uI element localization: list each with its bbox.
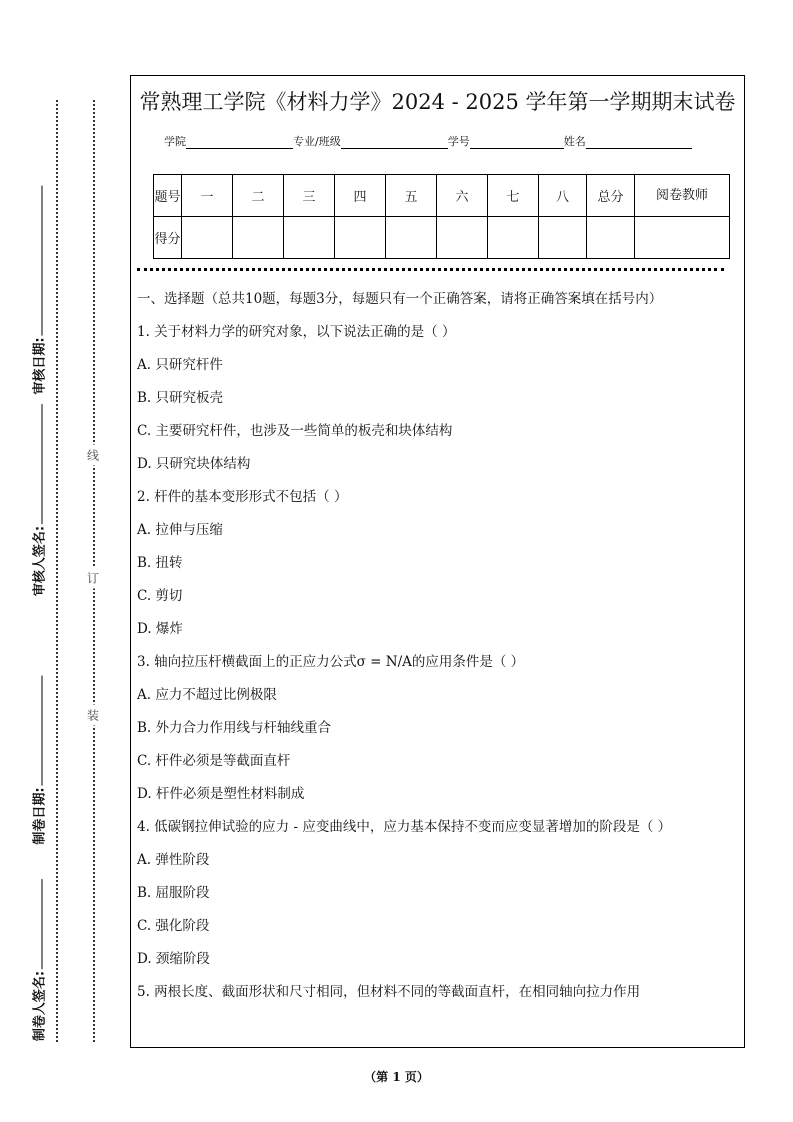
score-table (153, 174, 730, 259)
answer-option: B. 外力合力作用线与杆轴线重合 (137, 720, 332, 736)
answer-option: C. 剪切 (137, 588, 183, 604)
score-cell[interactable] (587, 217, 635, 259)
answer-option: B. 屈服阶段 (137, 885, 210, 901)
score-cell[interactable] (488, 217, 539, 259)
maker-sign-label: 制卷人签名: (32, 970, 48, 1042)
score-column-header: 七 (488, 175, 539, 217)
answer-option: B. 只研究板壳 (137, 390, 224, 406)
make-date-line (34, 675, 43, 785)
review-date-field (29, 185, 48, 394)
question-list (137, 289, 742, 1015)
major-class-label: 专业/班级 (293, 135, 341, 148)
score-table-score-row (154, 217, 730, 259)
answer-option: A. 应力不超过比例极限 (137, 687, 277, 703)
question-stem: 3. 轴向拉压杆横截面上的正应力公式σ = N/A的应用条件是（ ） (137, 654, 525, 670)
score-cell[interactable] (182, 217, 233, 259)
score-cell[interactable] (284, 217, 335, 259)
seal-dotted-line-outer (56, 100, 58, 1042)
score-column-header: 四 (335, 175, 386, 217)
college-input[interactable] (186, 136, 293, 149)
answer-option: C. 主要研究杆件，也涉及一些简单的板壳和块体结构 (137, 423, 453, 439)
score-cell[interactable] (539, 217, 587, 259)
row-label-question-number: 题号 (154, 175, 182, 217)
major-class-input[interactable] (341, 136, 448, 149)
answer-option: D. 只研究块体结构 (137, 456, 251, 472)
score-table-header-row (154, 175, 730, 217)
make-date-label: 制卷日期: (32, 787, 48, 845)
maker-sign-line (34, 879, 43, 969)
reviewer-sign-line (34, 404, 43, 524)
answer-option: D. 颈缩阶段 (137, 951, 210, 967)
binding-mark-line: 线 (87, 445, 99, 466)
student-id-input[interactable] (470, 136, 564, 149)
score-column-header: 三 (284, 175, 335, 217)
maker-sign-field (29, 879, 48, 1041)
score-column-header: 一 (182, 175, 233, 217)
answer-option: B. 扭转 (137, 555, 183, 571)
section-instructions: 一、选择题（总共10题，每题3分，每题只有一个正确答案，请将正确答案填在括号内） (137, 291, 663, 307)
score-cell[interactable] (335, 217, 386, 259)
student-id-label: 学号 (447, 135, 470, 148)
question-stem: 5. 两根长度、截面形状和尺寸相同，但材料不同的等截面直杆，在相同轴向拉力作用 (137, 984, 641, 1000)
exam-frame (130, 75, 745, 1048)
score-cell[interactable] (233, 217, 284, 259)
score-column-header: 八 (539, 175, 587, 217)
question-stem: 2. 杆件的基本变形形式不包括（ ） (137, 489, 348, 505)
score-column-header: 五 (386, 175, 437, 217)
make-date-field (29, 675, 48, 844)
review-date-label: 审核日期: (32, 337, 48, 395)
student-info-row (164, 133, 692, 149)
answer-option: D. 杆件必须是塑性材料制成 (137, 786, 305, 802)
answer-option: A. 只研究杆件 (137, 357, 223, 373)
score-column-header: 六 (437, 175, 488, 217)
answer-option: D. 爆炸 (137, 621, 183, 637)
score-column-header: 阅卷教师 (635, 175, 730, 217)
reviewer-sign-field (29, 404, 48, 596)
page-number: （第 1 页） (364, 1070, 429, 1084)
answer-option: C. 强化阶段 (137, 918, 210, 934)
exam-title: 常熟理工学院《材料力学》2024 - 2025 学年第一学期期末试卷 (139, 90, 736, 114)
binding-mark-staple: 订 (87, 568, 99, 589)
question-stem: 1. 关于材料力学的研究对象，以下说法正确的是（ ） (137, 324, 456, 340)
answer-option: A. 拉伸与压缩 (137, 522, 223, 538)
college-label: 学院 (164, 135, 186, 148)
answer-option: C. 杆件必须是等截面直杆 (137, 753, 291, 769)
question-stem: 4. 低碳钢拉伸试验的应力 - 应变曲线中，应力基本保持不变而应变显著增加的阶段是（ ） (137, 819, 672, 835)
name-input[interactable] (586, 136, 692, 149)
answer-option: A. 弹性阶段 (137, 852, 210, 868)
binding-mark-pack: 装 (87, 705, 99, 726)
score-column-header: 总分 (587, 175, 635, 217)
score-column-header: 二 (233, 175, 284, 217)
score-cell[interactable] (635, 217, 730, 259)
name-label: 姓名 (563, 135, 586, 148)
score-cell[interactable] (437, 217, 488, 259)
section-divider (137, 268, 724, 271)
score-cell[interactable] (386, 217, 437, 259)
reviewer-sign-label: 审核人签名: (32, 525, 48, 597)
row-label-score: 得分 (154, 217, 182, 259)
review-date-line (34, 185, 43, 335)
